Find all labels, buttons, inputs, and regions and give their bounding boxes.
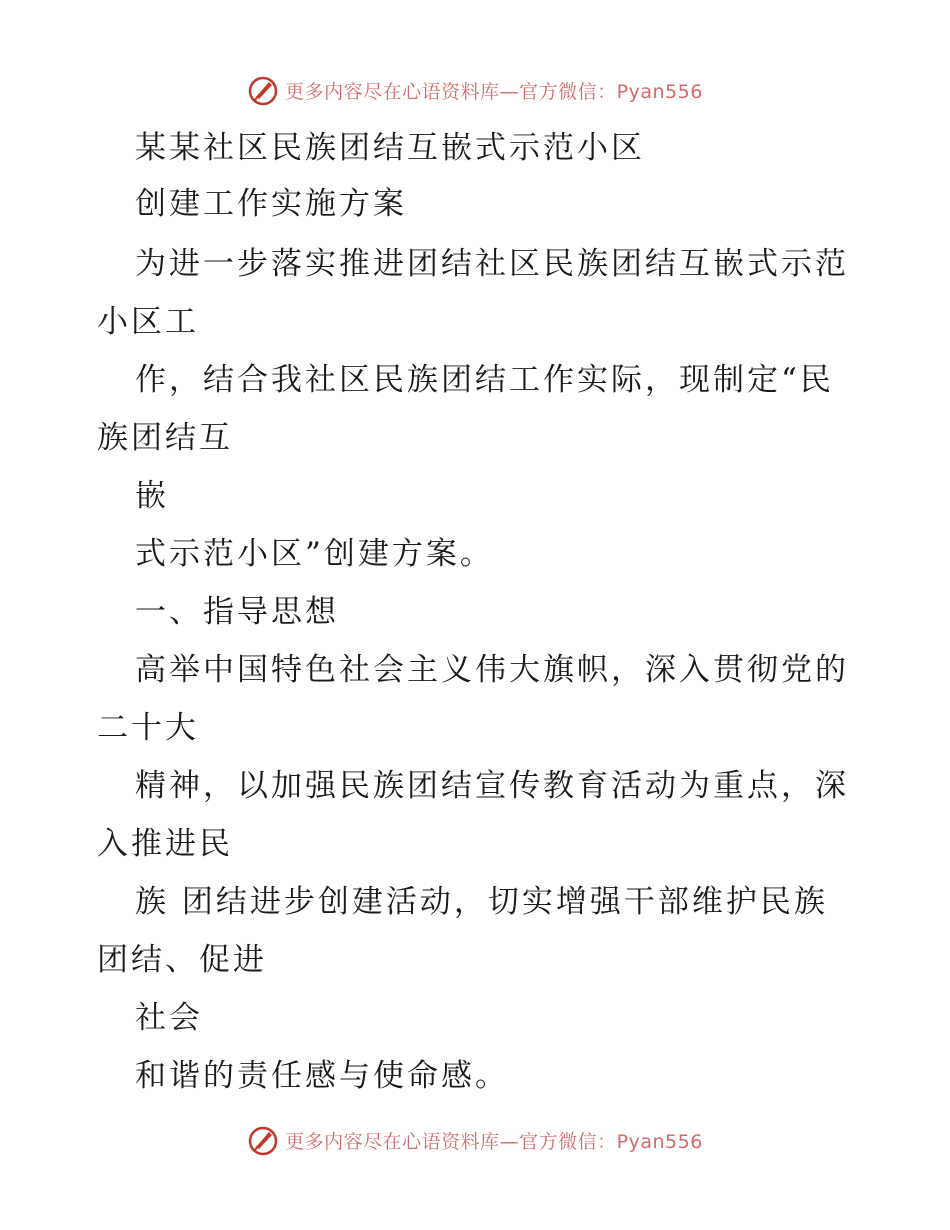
watermark-footer bbox=[0, 1120, 950, 1160]
quill-logo-icon bbox=[247, 1124, 279, 1156]
watermark-header bbox=[0, 70, 950, 110]
paragraph-line: 精神，以加强民族团结宣传教育活动为重点，深 bbox=[135, 768, 849, 804]
paragraph-line: 嵌 bbox=[135, 478, 169, 514]
paragraph-line: 团结、促进 bbox=[97, 942, 267, 978]
paragraph-line: 族团结互 bbox=[97, 420, 233, 456]
paragraph-line: 族 团结进步创建活动，切实增强干部维护民族 bbox=[135, 884, 828, 920]
paragraph-line: 作，结合我社区民族团结工作实际，现制定“民 bbox=[135, 362, 834, 398]
watermark-text: 更多内容尽在心语资料库—官方微信：Pyan556 bbox=[285, 80, 703, 103]
paragraph-line: 为进一步落实推进团结社区民族团结互嵌式示范 bbox=[135, 246, 849, 282]
paragraph-line: 和谐的责任感与使命感。 bbox=[135, 1058, 509, 1094]
paragraph-line: 高举中国特色社会主义伟大旗帜，深入贯彻党的 bbox=[135, 652, 849, 688]
document-title-line-2: 创建工作实施方案 bbox=[135, 186, 407, 222]
section-heading: 一、指导思想 bbox=[135, 594, 339, 630]
watermark-text: 更多内容尽在心语资料库—官方微信：Pyan556 bbox=[285, 1130, 703, 1153]
paragraph-line: 社会 bbox=[135, 1000, 203, 1036]
paragraph-line: 入推进民 bbox=[97, 826, 233, 862]
paragraph-line: 式示范小区”创建方案。 bbox=[135, 536, 494, 572]
paragraph-line: 小区工 bbox=[97, 304, 199, 340]
document-title-line-1: 某某社区民族团结互嵌式示范小区 bbox=[135, 130, 645, 166]
quill-logo-icon bbox=[247, 74, 279, 106]
paragraph-line: 二十大 bbox=[97, 710, 199, 746]
